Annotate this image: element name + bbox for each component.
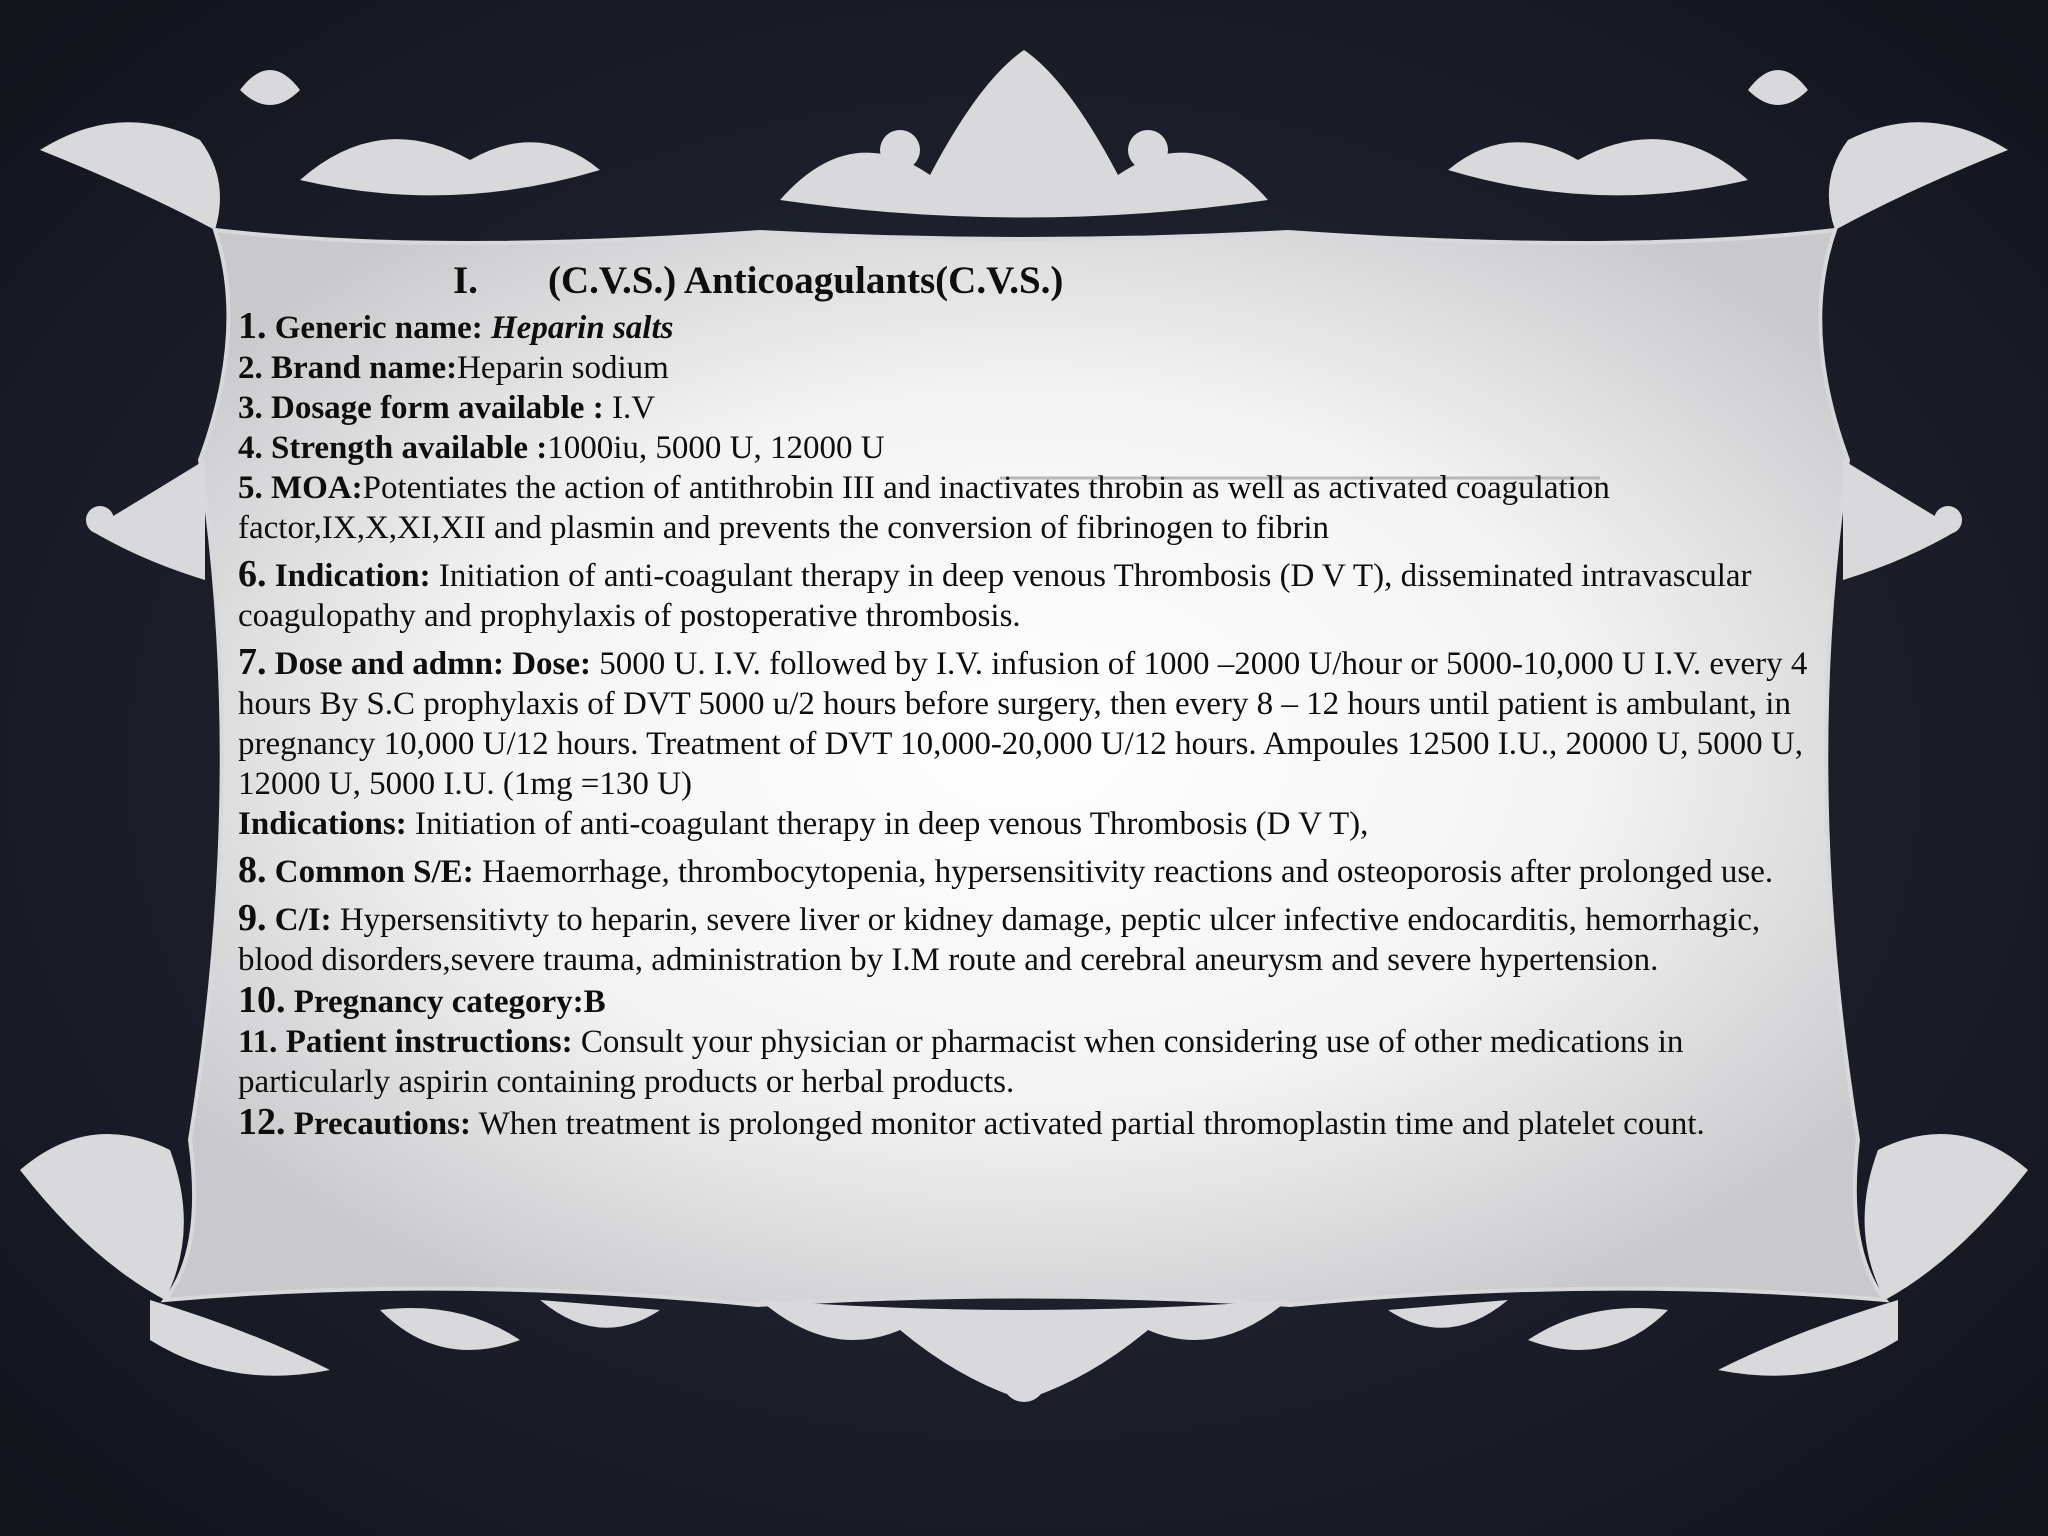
item-brand-name: 2. Brand name:Heparin sodium (238, 350, 669, 386)
item-strength: 4. Strength available :1000iu, 5000 U, 12000 U (238, 430, 885, 466)
top-flourish-ornament (40, 50, 2008, 230)
title-text: (C.V.S.) Anticoagulants(C.V.S.) (548, 259, 1064, 302)
title-number: I. (453, 259, 478, 302)
item-dosage-form: 3. Dosage form available : I.V (238, 390, 656, 426)
item-pregnancy-category: 10. Pregnancy category:B (238, 979, 606, 1021)
item-generic-name: 1. Generic name: Heparin salts (238, 305, 674, 347)
item-side-effects: 8. Common S/E: Haemorrhage, thrombocytopenia, hypersensitivity reactions and osteoporosis after prolonged use. (238, 849, 1774, 891)
item-dose-admin: 7. Dose and admn: Dose: 5000 U. I.V. followed by I.V. infusion of 1000 –2000 U/hour or 5000-10,000 U I.V. every 4 hours By S.C prophylaxis of DVT 5000 u/2 hours before surgery, then every 8 – 12 hours until patient is ambulant, in pregnancy 10,000 U/12 hours. Treatment of DVT 10,000-20,000 U/12 hours. Ampoules 12500 I.U., 20000 U, 5000 U, 12000 U, 5000 I.U. (1mg =130 U) Indications: Initiation of anti-coagulant therapy in deep venous Thrombosis (D V T), (238, 641, 1808, 842)
item-indication: 6. Indication: Initiation of anti-coagulant therapy in deep venous Thrombosis (D V T), disseminated intravascular coagulopathy and prophylaxis of postoperative thrombosis. (238, 553, 1752, 634)
item-patient-instructions: 11. Patient instructions: Consult your physician or pharmacist when considering use of other medications in particularly aspirin containing products or herbal products. (238, 1024, 1684, 1100)
slide-content (238, 258, 1808, 1144)
item-moa: 5. MOA:Potentiates the action of antithrobin III and inactivates throbin as well as activated coagulation factor,IX,X,XI,XII and plasmin and prevents the conversion of fibrinogen to fibrin (238, 470, 1610, 546)
slide-title (453, 258, 1808, 304)
item-precautions: 12. Precautions: When treatment is prolonged monitor activated partial thromoplastin time and platelet count. (238, 1101, 1705, 1143)
item-contraindications: 9. C/I: Hypersensitivty to heparin, severe liver or kidney damage, peptic ulcer infective endocarditis, hemorrhagic, blood disorders,severe trauma, administration by I.M route and cerebral aneurysm and severe hypertension. (238, 897, 1761, 978)
